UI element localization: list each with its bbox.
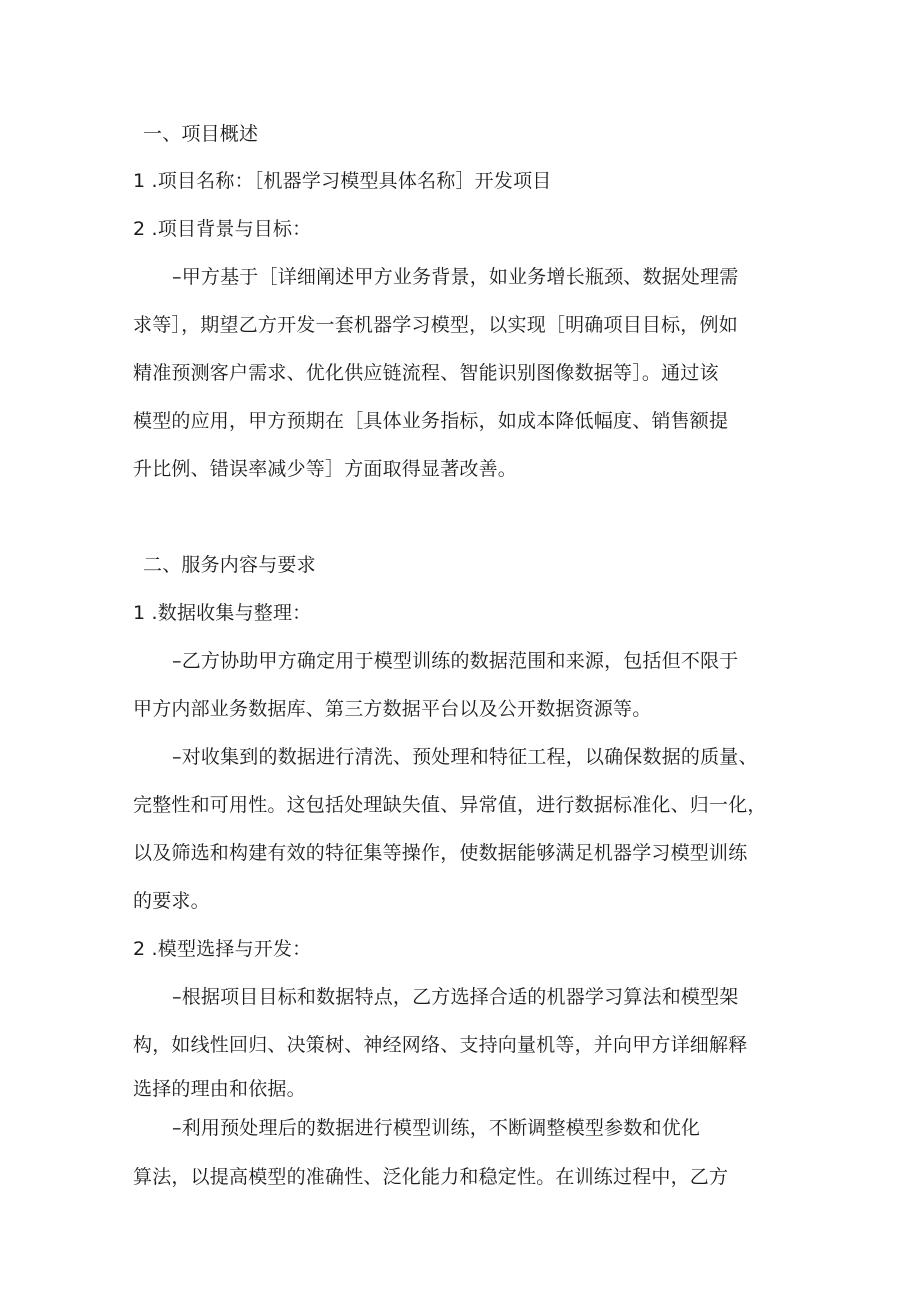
section1-para1-line1: –甲方基于［详细阐述甲方业务背景，如业务增长瓶颈、数据处理需 bbox=[172, 266, 739, 288]
section1-para1-line2: 求等］，期望乙方开发一套机器学习模型，以实现［明确项目目标，例如 bbox=[133, 314, 738, 336]
section2-para4-line2: 算法，以提高模型的准确性、泛化能力和稳定性。在训练过程中，乙方 bbox=[133, 1166, 729, 1188]
section2-para3-line2: 构，如线性回归、决策树、神经网络、支持向量机等，并向甲方详细解释 bbox=[133, 1034, 748, 1056]
section2-para4-line1: –利用预处理后的数据进行模型训练，不断调整模型参数和优化 bbox=[172, 1117, 701, 1139]
section1-item1: 1 .项目名称：［机器学习模型具体名称］开发项目 bbox=[133, 170, 552, 192]
section2-para2-line4: 的要求。 bbox=[133, 890, 210, 912]
section1-para1-line3: 精准预测客户需求、优化供应链流程、智能识别图像数据等］。通过该 bbox=[133, 362, 719, 384]
section1-item2: 2 .项目背景与目标： bbox=[133, 218, 312, 240]
section2-para2-line1: –对收集到的数据进行清洗、预处理和特征工程，以确保数据的质量、 bbox=[172, 746, 758, 768]
section1-para1-line4: 模型的应用，甲方预期在［具体业务指标，如成本降低幅度、销售额提 bbox=[133, 410, 729, 432]
section2-item2: 2 .模型选择与开发： bbox=[133, 938, 312, 960]
section2-para3-line3: 选择的理由和依据。 bbox=[133, 1078, 306, 1100]
section2-para1-line1: –乙方协助甲方确定用于模型训练的数据范围和来源，包括但不限于 bbox=[172, 650, 739, 672]
section2-para1-line2: 甲方内部业务数据库、第三方数据平台以及公开数据资源等。 bbox=[133, 698, 652, 720]
section2-para2-line2: 完整性和可用性。这包括处理缺失值、异常值，进行数据标准化、归一化， bbox=[133, 794, 767, 816]
section1-heading: 一、项目概述 bbox=[143, 123, 259, 145]
section2-item1: 1 .数据收集与整理： bbox=[133, 602, 312, 624]
section2-para2-line3: 以及筛选和构建有效的特征集等操作，使数据能够满足机器学习模型训练 bbox=[133, 842, 748, 864]
section2-heading: 二、服务内容与要求 bbox=[143, 554, 316, 576]
section1-para1-line5: 升比例、错误率减少等］方面取得显著改善。 bbox=[133, 458, 518, 480]
section2-para3-line1: –根据项目目标和数据特点，乙方选择合适的机器学习算法和模型架 bbox=[172, 986, 739, 1008]
